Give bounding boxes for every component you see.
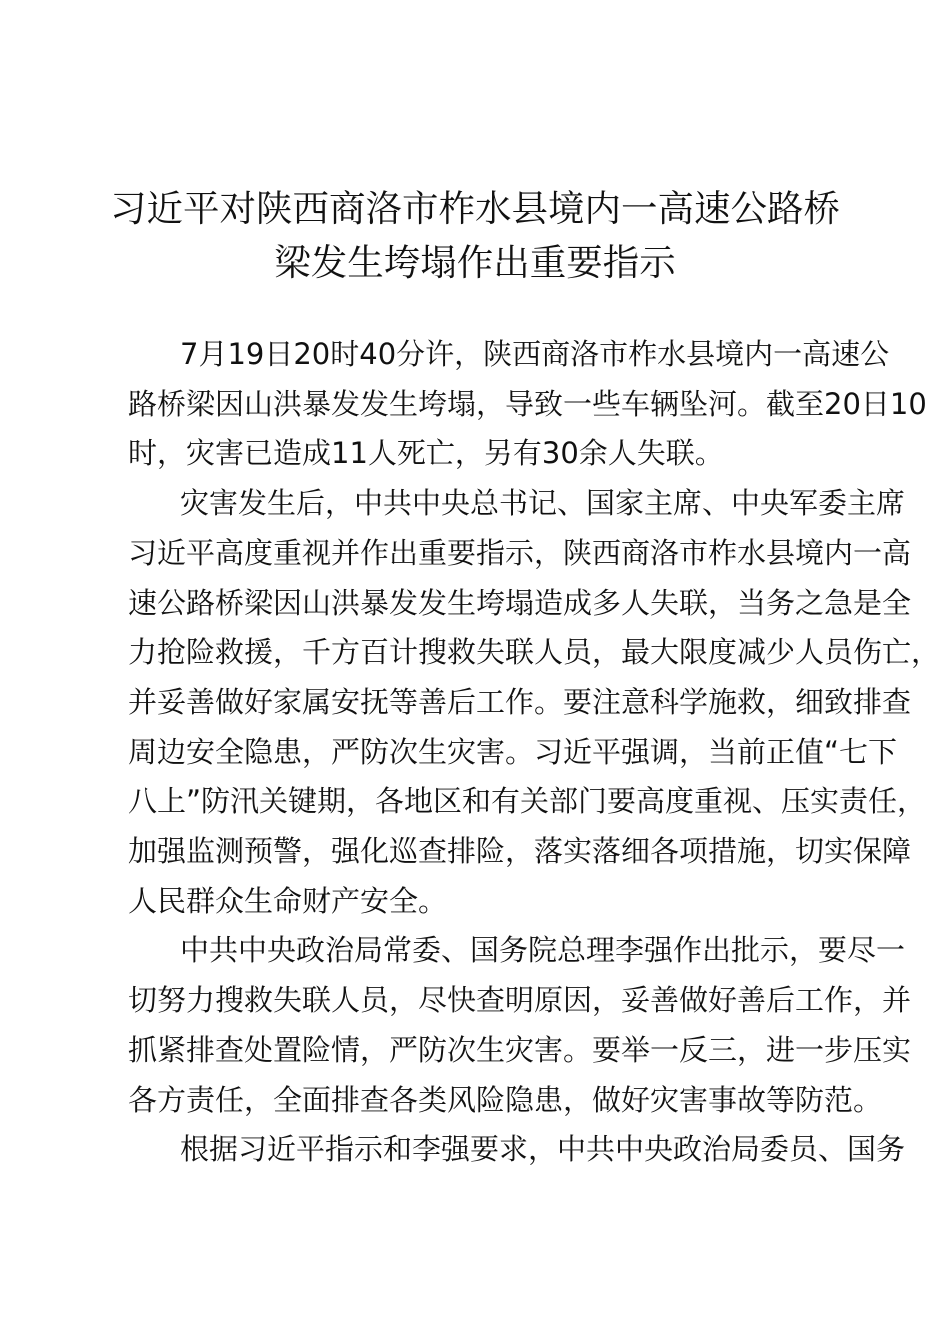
paragraph-1-first-line: 7月19日20时40分许，陕西商洛市柞水县境内一高速公 [180,337,890,371]
paragraph-line: 各方责任，全面排查各类风险隐患，做好灾害事故等防范。 [128,1082,883,1117]
paragraph-line: 周边安全隐患，严防次生灾害。习近平强调，当前正值“七下 [128,734,898,769]
paragraph-4-first-line: 根据习近平指示和李强要求，中共中央政治局委员、国务 [180,1132,906,1167]
paragraph-line: 力抢险救援，千方百计搜救失联人员，最大限度减少人员伤亡， [128,635,941,670]
paragraph-line: 八上”防汛关键期，各地区和有关部门要高度重视、压实责任， [128,784,927,819]
paragraph-line: 时，灾害已造成11人死亡，另有30余人失联。 [128,436,724,471]
paragraph-2-first-line: 灾害发生后，中共中央总书记、国家主席、中央军委主席 [180,486,906,521]
paragraph-line: 习近平高度重视并作出重要指示，陕西商洛市柞水县境内一高 [128,535,912,570]
paragraph-3-first-line: 中共中央政治局常委、国务院总理李强作出批示，要尽一 [180,933,906,968]
paragraph-line: 速公路桥梁因山洪暴发发生垮塌造成多人失联，当务之急是全 [128,585,912,620]
paragraph-line: 人民群众生命财产安全。 [128,883,448,918]
paragraph-line: 并妥善做好家属安抚等善后工作。要注意科学施救，细致排查 [128,684,912,719]
title-line: 梁发生垮塌作出重要指示 [274,241,676,284]
document-body [128,330,941,1175]
paragraph-line: 加强监测预警，强化巡查排险，落实落细各项措施，切实保障 [128,834,912,869]
document-title [100,182,850,290]
paragraph-line: 路桥梁因山洪暴发发生垮塌，导致一些车辆坠河。截至20日10 [128,386,927,421]
title-line: 习近平对陕西商洛市柞水县境内一高速公路桥 [110,187,840,230]
paragraph-line: 切努力搜救失联人员，尽快查明原因，妥善做好善后工作，并 [128,983,912,1018]
paragraph-line: 抓紧排查处置险情，严防次生灾害。要举一反三，进一步压实 [128,1032,912,1067]
